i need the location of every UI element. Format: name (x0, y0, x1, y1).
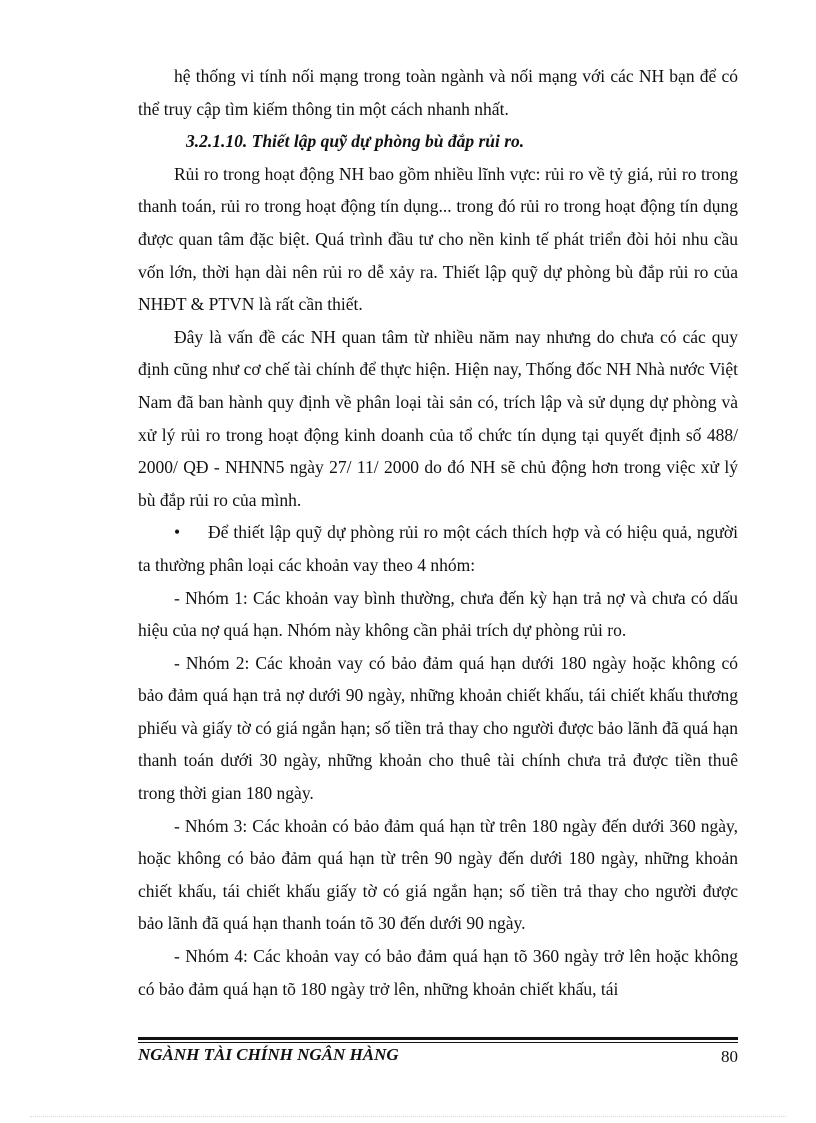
footer-rule-thin (138, 1042, 738, 1043)
paragraph-risk-areas: Rủi ro trong hoạt động NH bao gồm nhiều lĩnh vực: rủi ro về tỷ giá, rủi ro trong thanh toán, rủi ro trong hoạt động tín dụng... trong đó rủi ro trong hoạt động tín dụng được quan tâm đặc biệt. Quá trình đầu tư cho nền kinh tế phát triển đòi hỏi nhu cầu vốn lớn, thời hạn dài nên rủi ro dễ xảy ra. Thiết lập quỹ dự phòng bù đắp rủi ro của NHĐT & PTVN là rất cần thiết. (138, 163, 738, 315)
paragraph-regulation: Đây là vấn đề các NH quan tâm từ nhiều năm nay nhưng do chưa có các quy định cũng như cơ chế tài chính để thực hiện. Hiện nay, Thống đốc NH Nhà nước Việt Nam đã ban hành quy định về phân loại tài sản có, trích lập và sử dụng dự phòng và xử lý rủi ro trong hoạt động kinh doanh của tổ chức tín dụng tại quyết định số 488/ 2000/ QĐ - NHNN5 ngày 27/ 11/ 2000 do đó NH sẽ chủ động hơn trong việc xử lý bù đắp rủi ro của mình. (138, 326, 738, 510)
bullet-text: Để thiết lập quỹ dự phòng rủi ro một cách thích hợp và có hiệu quả, người ta thường phân loại các khoản vay theo 4 nhóm: (138, 522, 738, 575)
paragraph-group-4: - Nhóm 4: Các khoản vay có bảo đảm quá hạn tõ 360 ngày trở lên hoặc không có bảo đảm quá hạn tõ 180 ngày trở lên, những khoản chiết khấu, tái (138, 946, 738, 999)
page-edge-divider (30, 1116, 786, 1117)
footer-rule-thick (138, 1037, 738, 1040)
paragraph-group-2: - Nhóm 2: Các khoản vay có bảo đảm quá hạn dưới 180 ngày hoặc không có bảo đảm quá hạn trả nợ dưới 90 ngày, những khoản chiết khấu, tái chiết khấu thương phiếu và giấy tờ có giá ngắn hạn; số tiền trả thay cho người được bảo lãnh đã quá hạn thanh toán dưới 30 ngày, những khoản cho thuê tài chính chưa trả được tiền thuê trong thời gian 180 ngày. (138, 652, 738, 804)
bullet-paragraph (138, 516, 738, 581)
body-text (138, 60, 738, 1005)
paragraph-group-1: - Nhóm 1: Các khoản vay bình thường, chưa đến kỳ hạn trả nợ và chưa có dấu hiệu của nợ quá hạn. Nhóm này không cần phải trích dự phòng rủi ro. (138, 587, 738, 641)
paragraph-continuation: hệ thống vi tính nối mạng trong toàn ngành và nối mạng với các NH bạn để có thể truy cập tìm kiếm thông tin một cách nhanh nhất. (138, 66, 738, 119)
paragraph-group-3: - Nhóm 3: Các khoản có bảo đảm quá hạn từ trên 180 ngày đến dưới 360 ngày, hoặc không có bảo đảm quá hạn từ trên 90 ngày đến dưới 180 ngày, những khoản chiết khấu, tái chiết khấu giấy tờ có giá ngắn hạn; số tiền trả thay cho người được bảo lãnh đã quá hạn thanh toán tõ 30 đến dưới 90 ngày. (138, 815, 738, 934)
bullet-icon: • (174, 522, 181, 543)
page-number: 80 (721, 1047, 738, 1066)
footer-title: NGÀNH TÀI CHÍNH NGÂN HÀNG (138, 1045, 399, 1064)
section-heading: 3.2.1.10. Thiết lập quỹ dự phòng bù đắp rủi ro. (186, 131, 525, 152)
